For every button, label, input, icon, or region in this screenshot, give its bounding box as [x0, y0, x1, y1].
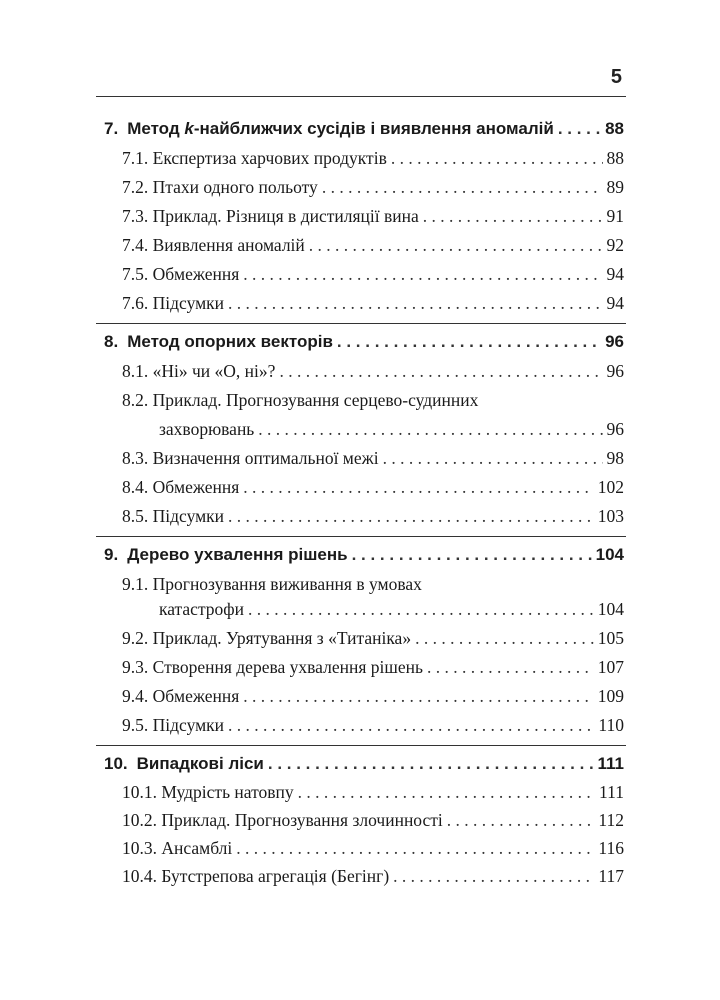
chapter-divider [96, 536, 626, 537]
section-title: Приклад. Урятування з «Титаніка» [152, 628, 412, 648]
dot-leader [447, 805, 595, 835]
section-page: 89 [606, 177, 624, 197]
chapter-number: 7. [104, 119, 119, 138]
chapter-number: 10. [104, 754, 128, 773]
dot-leader [298, 777, 595, 807]
section-page: 96 [606, 361, 624, 381]
section-page: 117 [598, 866, 624, 886]
toc-section[interactable] [0, 143, 720, 173]
dot-leader [391, 143, 603, 173]
header-rule [96, 96, 626, 97]
toc-section[interactable] [0, 288, 720, 318]
dot-leader [383, 443, 603, 473]
chapter-divider [96, 745, 626, 746]
section-title: Обмеження [152, 477, 240, 497]
chapter-page: 104 [595, 545, 624, 564]
toc-section-continuation[interactable] [0, 594, 720, 624]
dot-leader [427, 652, 594, 682]
section-page: 112 [598, 810, 624, 830]
section-page: 116 [598, 838, 624, 858]
chapter-page: 96 [605, 332, 624, 351]
toc-section[interactable] [0, 230, 720, 260]
section-title: катастрофи [159, 599, 245, 619]
section-page: 102 [597, 477, 624, 497]
section-page: 92 [606, 235, 624, 255]
toc-section[interactable] [0, 201, 720, 231]
section-title: захворювань [159, 419, 255, 439]
section-number: 7.5. [122, 264, 149, 284]
toc-chapter-8[interactable] [0, 327, 720, 357]
page-number: 5 [610, 66, 622, 88]
section-title: Приклад. Прогнозування злочинності [161, 810, 443, 830]
dot-leader [228, 288, 602, 318]
dot-leader [268, 749, 594, 779]
section-title: Бутстрепова агрегація (Бегінг) [161, 866, 390, 886]
section-number: 10.3. [122, 838, 157, 858]
section-number: 7.3. [122, 206, 149, 226]
dot-leader [309, 230, 603, 260]
toc-section[interactable] [0, 356, 720, 386]
section-number: 8.3. [122, 448, 149, 468]
toc-section[interactable] [0, 623, 720, 653]
dot-leader [337, 327, 601, 357]
section-number: 8.5. [122, 506, 149, 526]
section-page: 111 [599, 782, 624, 802]
section-number: 8.1. [122, 361, 149, 381]
section-title: Експертиза харчових продуктів [152, 148, 387, 168]
section-page: 105 [597, 628, 624, 648]
dot-leader [243, 259, 602, 289]
toc-section-continuation[interactable] [0, 414, 720, 444]
section-page: 88 [606, 148, 624, 168]
section-number: 9.4. [122, 686, 149, 706]
section-number: 7.6. [122, 293, 149, 313]
section-page: 98 [606, 448, 624, 468]
toc-chapter-9[interactable] [0, 540, 720, 570]
chapter-title: Метод k-найближчих сусідів і виявлення аномалій [127, 119, 554, 138]
section-page: 104 [597, 599, 624, 619]
dot-leader [243, 681, 594, 711]
chapter-page: 111 [597, 754, 624, 773]
section-title: «Ні» чи «О, ні»? [152, 361, 276, 381]
section-title: Прогнозування виживання в умовах [152, 574, 422, 594]
dot-leader [558, 114, 601, 144]
section-number: 9.2. [122, 628, 149, 648]
dot-leader [258, 414, 602, 444]
section-page: 103 [597, 506, 624, 526]
dot-leader [228, 501, 594, 531]
section-page: 94 [606, 293, 624, 313]
dot-leader [243, 472, 594, 502]
chapter-divider [96, 323, 626, 324]
chapter-title: Метод опорних векторів [127, 332, 333, 351]
section-title: Приклад. Прогнозування серцево-судинних [152, 390, 479, 410]
dot-leader [322, 172, 603, 202]
dot-leader [279, 356, 602, 386]
toc-section[interactable] [0, 652, 720, 682]
section-page: 94 [606, 264, 624, 284]
toc-section[interactable] [0, 472, 720, 502]
section-number: 10.4. [122, 866, 157, 886]
dot-leader [423, 201, 603, 231]
section-page: 107 [597, 657, 624, 677]
dot-leader [236, 833, 594, 863]
toc-section[interactable] [0, 443, 720, 473]
section-page: 110 [598, 715, 624, 735]
section-number: 9.5. [122, 715, 149, 735]
section-title: Підсумки [152, 293, 225, 313]
section-number: 10.1. [122, 782, 157, 802]
chapter-number: 9. [104, 545, 119, 564]
toc-section[interactable] [0, 501, 720, 531]
chapter-title: Дерево ухвалення рішень [127, 545, 348, 564]
section-number: 9.3. [122, 657, 149, 677]
toc-section[interactable] [0, 681, 720, 711]
toc-section[interactable] [0, 833, 720, 863]
section-title: Обмеження [152, 686, 240, 706]
section-title: Виявлення аномалій [152, 235, 305, 255]
chapter-title: Випадкові ліси [136, 754, 264, 773]
section-title: Птахи одного польоту [152, 177, 318, 197]
section-number: 10.2. [122, 810, 157, 830]
section-number: 7.4. [122, 235, 149, 255]
dot-leader [228, 710, 594, 740]
section-title: Приклад. Різниця в дистиляції вина [152, 206, 419, 226]
section-title: Ансамблі [161, 838, 233, 858]
section-number: 7.1. [122, 148, 149, 168]
section-number: 7.2. [122, 177, 149, 197]
dot-leader [415, 623, 594, 653]
toc-section[interactable] [0, 710, 720, 740]
dot-leader [248, 594, 594, 624]
section-title: Визначення оптимальної межі [152, 448, 379, 468]
toc-section-first-line[interactable] [122, 385, 478, 415]
toc-chapter-7[interactable] [0, 114, 720, 144]
section-page: 109 [597, 686, 624, 706]
section-title: Створення дерева ухвалення рішень [152, 657, 423, 677]
section-number: 9.1. [122, 574, 149, 594]
section-number: 8.4. [122, 477, 149, 497]
section-title: Мудрість натовпу [161, 782, 294, 802]
section-title: Підсумки [152, 506, 225, 526]
toc-section[interactable] [0, 777, 720, 807]
dot-leader [352, 540, 592, 570]
toc-section[interactable] [0, 861, 720, 891]
toc-section[interactable] [0, 805, 720, 835]
dot-leader [393, 861, 594, 891]
toc-section[interactable] [0, 259, 720, 289]
toc-chapter-10[interactable] [0, 749, 720, 779]
chapter-number: 8. [104, 332, 119, 351]
section-page: 91 [606, 206, 624, 226]
section-number: 8.2. [122, 390, 149, 410]
section-page: 96 [606, 419, 624, 439]
toc-section[interactable] [0, 172, 720, 202]
chapter-page: 88 [605, 119, 624, 138]
section-title: Підсумки [152, 715, 225, 735]
section-title: Обмеження [152, 264, 240, 284]
